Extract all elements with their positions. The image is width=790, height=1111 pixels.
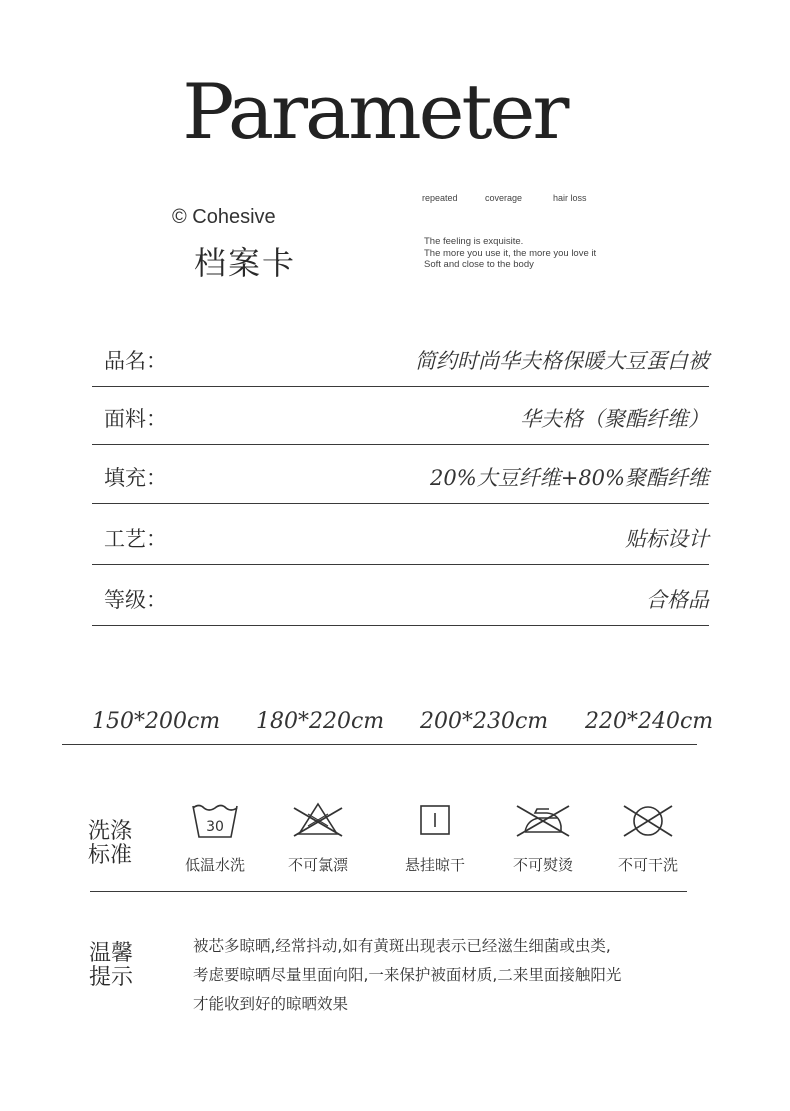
tips-title bbox=[89, 942, 139, 990]
no-iron-icon bbox=[513, 800, 573, 840]
care-item-no-dry-clean bbox=[603, 800, 693, 875]
care-item-wash bbox=[170, 800, 260, 875]
param-value: 20%大豆纤维+80%聚酯纤维 bbox=[430, 466, 709, 490]
description bbox=[424, 236, 596, 271]
param-value: 简约时尚华夫格保暖大豆蛋白被 bbox=[415, 349, 709, 373]
hang-dry-icon bbox=[415, 800, 455, 840]
care-label: 悬挂晾干 bbox=[404, 856, 465, 874]
tag-coverage: coverage bbox=[485, 193, 523, 203]
param-value: 华夫格（聚酯纤维） bbox=[520, 407, 709, 431]
param-label: 面料： bbox=[104, 407, 167, 431]
care-label: 不可氯漂 bbox=[287, 856, 348, 874]
no-bleach-icon bbox=[290, 800, 346, 840]
param-row-grade bbox=[92, 573, 709, 626]
param-label: 等级： bbox=[104, 588, 167, 612]
tips-title-line: 提示 bbox=[89, 965, 134, 990]
param-row-name bbox=[92, 334, 709, 387]
tips-line: 才能收到好的晾晒效果 bbox=[193, 995, 349, 1013]
tips-line: 考虑要晾晒尽量里面向阳,一来保护被面材质,二来里面接触阳光 bbox=[193, 966, 622, 984]
tips-line: 被芯多晾晒,经常抖动,如有黄斑出现表示已经滋生细菌或虫类, bbox=[193, 937, 611, 955]
care-label: 不可干洗 bbox=[617, 856, 678, 874]
param-value: 合格品 bbox=[646, 588, 709, 612]
tag-repeated: repeated bbox=[422, 193, 458, 203]
size-option: 200*230cm bbox=[420, 709, 549, 734]
care-item-no-iron bbox=[498, 800, 588, 875]
divider bbox=[90, 891, 687, 892]
wash-temp-text: 30 bbox=[206, 819, 224, 835]
tips-title-line: 温馨 bbox=[89, 941, 134, 966]
washing-title-line: 洗涤 bbox=[88, 819, 133, 844]
param-label: 品名： bbox=[104, 349, 167, 373]
size-option: 220*240cm bbox=[585, 709, 714, 734]
param-row-fabric bbox=[92, 392, 709, 445]
care-label: 低温水洗 bbox=[184, 856, 245, 874]
washing-title-line: 标准 bbox=[88, 843, 133, 868]
size-option: 150*200cm bbox=[92, 709, 221, 734]
brand-name: © Cohesive bbox=[172, 206, 276, 228]
wash-30-icon bbox=[190, 800, 240, 840]
param-row-craft bbox=[92, 512, 709, 565]
param-label: 工艺： bbox=[104, 527, 167, 551]
care-label: 不可熨烫 bbox=[512, 856, 573, 874]
tag-hair-loss: hair loss bbox=[553, 193, 587, 203]
param-row-filling bbox=[92, 451, 709, 504]
description-line: The feeling is exquisite. bbox=[424, 236, 524, 247]
param-label: 填充： bbox=[104, 466, 167, 490]
washing-title bbox=[88, 820, 138, 868]
divider bbox=[62, 744, 697, 745]
care-item-hang-dry bbox=[390, 800, 480, 875]
care-item-no-bleach bbox=[273, 800, 363, 875]
subtitle: 档案卡 bbox=[194, 244, 297, 282]
description-line: The more you use it, the more you love it bbox=[424, 247, 597, 259]
size-list bbox=[92, 709, 712, 739]
description-line: Soft and close to the body bbox=[424, 259, 534, 270]
no-dry-clean-icon bbox=[620, 800, 676, 840]
tips-text bbox=[193, 932, 621, 1019]
size-option: 180*220cm bbox=[256, 709, 385, 734]
param-value: 贴标设计 bbox=[625, 527, 709, 551]
page-title: Parameter bbox=[182, 67, 567, 156]
